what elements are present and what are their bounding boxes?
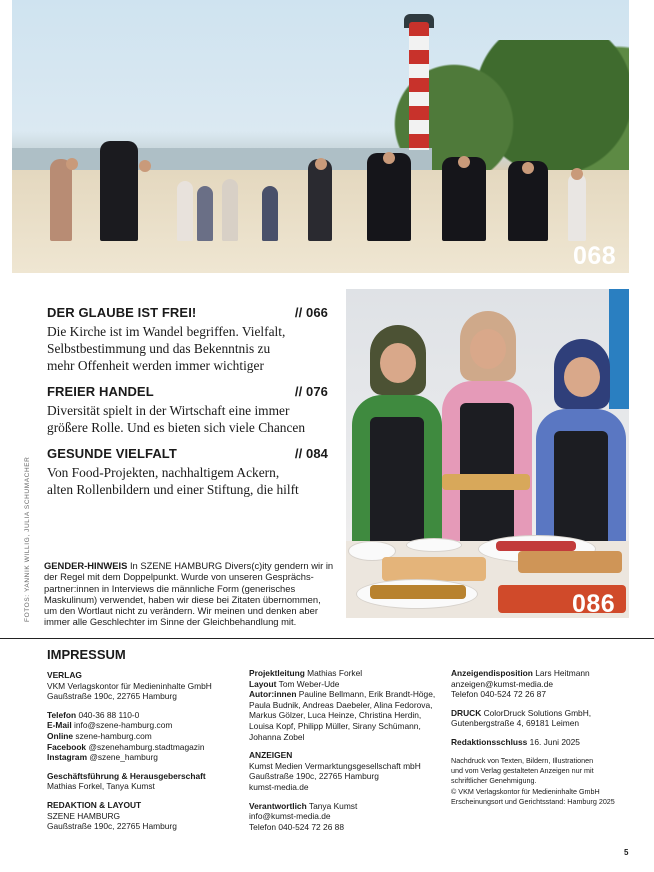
text-line: Telefon 040-524 72 26 87 — [451, 689, 546, 700]
email-link[interactable]: info@kumst-media.de — [249, 811, 331, 822]
instagram-handle[interactable]: @szene_hamburg — [89, 752, 158, 763]
website-link[interactable]: kumst-media.de — [249, 781, 309, 792]
teaser-text-line: Die Kirche ist im Wandel begriffen. Vielfalt, — [47, 324, 286, 339]
phone-number: 040-36 88 110-0 — [78, 709, 140, 720]
lighthouse — [409, 22, 429, 150]
head — [139, 160, 151, 172]
beach-service-photo — [12, 0, 629, 273]
head — [522, 162, 534, 174]
food — [370, 585, 466, 599]
teaser-text-line: Diversität spielt in der Wirtschaft eine immer — [47, 403, 290, 418]
gender-note — [44, 560, 336, 628]
text-line: VKM Verlagskontor für Medieninhalte GmbH — [47, 680, 212, 691]
teaser-text-line: Selbstbestimmung und das Bekenntnis zu — [47, 341, 271, 356]
label: Facebook — [47, 741, 87, 752]
text-line: Markus Gölzer, Luca Heinze, Christina Herdin, — [249, 710, 422, 721]
website-link[interactable]: szene-hamburg.com — [75, 730, 152, 741]
text-value: ColorDruck Solutions GmbH, — [483, 707, 592, 718]
email-link[interactable]: info@szene-hamburg.com — [74, 720, 173, 731]
label: DRUCK — [451, 707, 482, 718]
head — [383, 152, 395, 164]
article-teaser[interactable] — [47, 446, 328, 498]
gender-note-line: immer alle Geschlechter im Sinne der Gleichbehandlung mit. — [44, 616, 297, 628]
food-tray — [518, 551, 622, 573]
food — [496, 541, 576, 551]
text-line: SZENE HAMBURG — [47, 810, 121, 821]
text-line: Gaußstraße 190c, 22765 Hamburg — [249, 771, 379, 782]
label: Telefon — [47, 709, 77, 720]
gender-note-line: der Regel mit dem Doppelpunkt. Wurde von unseren Gesprächs- — [44, 571, 314, 583]
text-line: Paula Budnik, Andreas Daebeler, Alina Fedorova, — [249, 699, 433, 710]
page-reference-badge: 086 — [572, 590, 616, 618]
label: VERLAG — [47, 670, 82, 680]
label: Online — [47, 730, 74, 741]
impressum-column-team — [249, 668, 439, 840]
legal-line: schriftlicher Genehmigung. — [451, 776, 537, 786]
teaser-text-line: größere Rolle. Und es bieten sich viele Chancen — [47, 420, 306, 435]
teaser-text-line: alten Rollenbildern und einer Stiftung, die hilft — [47, 482, 299, 497]
gender-note-label: GENDER-HINWEIS — [44, 560, 128, 571]
legal-line: © VKM Verlagskontor für Medieninhalte GmbH — [451, 786, 600, 796]
text-line: Telefon 040-524 72 26 88 — [249, 821, 344, 832]
text-value: Tanya Kumst — [308, 800, 358, 811]
person — [197, 186, 213, 241]
legal-line: Erscheinungsort und Gerichtsstand: Hamburg 2025 — [451, 797, 615, 807]
gender-note-line: Maskulinum) verwendet, haben wir diese bei Zitaten übernommen, — [44, 593, 321, 605]
page-number: 5 — [624, 848, 629, 857]
page-reference-badge: 068 — [573, 242, 617, 270]
person — [262, 186, 278, 241]
woman — [352, 325, 442, 565]
label: REDAKTION & LAYOUT — [47, 799, 142, 810]
label: Verantwortlich — [249, 800, 307, 811]
person — [308, 159, 332, 241]
pastor — [367, 153, 411, 241]
facebook-handle[interactable]: @szenehamburg.stadtmagazin — [88, 741, 205, 752]
head — [571, 168, 583, 180]
impressum-title: IMPRESSUM — [47, 647, 126, 662]
photo-credit: FOTOS: YANNIK WILLIG, JULIA SCHUMACHER — [24, 456, 31, 622]
text-value: Pauline Bellmann, Erik Brandt-Höge, — [298, 689, 436, 700]
pastor — [100, 141, 138, 241]
teaser-title: DER GLAUBE IST FREI! — [47, 305, 197, 320]
text-value: 16. Juni 2025 — [529, 736, 580, 747]
impressum-column-publisher — [47, 670, 237, 840]
food-tray — [442, 474, 530, 490]
text-line: Louisa Kopf, Philipp Müller, Sirany Schümann, — [249, 720, 421, 731]
legal-line: Nachdruck von Texten, Bildern, Illustrationen — [451, 755, 594, 765]
gender-note-line: partner:innen in Interviews die männliche Form (generisches — [44, 582, 296, 594]
gender-note-line: um den Wortlaut nicht zu verändern. Wir meinen und denken aber — [44, 605, 318, 617]
email-link[interactable]: anzeigen@kumst-media.de — [451, 678, 554, 689]
section-divider — [0, 638, 654, 639]
label: Instagram — [47, 752, 88, 763]
label: Geschäftsführung & Herausgeberschaft — [47, 770, 206, 781]
article-teaser[interactable] — [47, 305, 328, 374]
text-value: Lars Heitmann — [535, 668, 590, 678]
gender-note-line: In SZENE HAMBURG Divers(c)ity gendern wir in — [129, 560, 334, 571]
impressum-column-ads-print — [451, 668, 631, 808]
teaser-title: FREIER HANDEL — [47, 384, 154, 399]
woman — [442, 311, 532, 551]
teaser-title: GESUNDE VIELFALT — [47, 446, 177, 461]
teaser-page-ref: // 084 — [294, 446, 328, 461]
person — [568, 173, 586, 241]
label: E-Mail — [47, 720, 72, 731]
text-line: Johanna Zobel — [249, 731, 305, 742]
legal-line: und vom Verlag gestalteten Anzeigen nur mit — [451, 765, 594, 775]
head — [66, 158, 78, 170]
label: Anzeigendisposition — [451, 668, 533, 678]
person — [177, 181, 193, 241]
food-project-photo — [346, 289, 629, 618]
article-teaser[interactable] — [47, 384, 328, 436]
label: ANZEIGEN — [249, 750, 293, 761]
text-line: Mathias Forkel, Tanya Kumst — [47, 781, 155, 792]
text-line: Kumst Medien Vermarktungsgesellschaft mbH — [249, 760, 421, 771]
pastor — [442, 157, 486, 241]
text-value: Tom Weber-Ude — [278, 678, 340, 689]
head — [315, 158, 327, 170]
person — [50, 159, 72, 241]
label: Autor:innen — [249, 689, 297, 700]
label: Redaktionsschluss — [451, 736, 528, 747]
text-value: Mathias Forkel — [307, 668, 363, 678]
teaser-page-ref: // 076 — [294, 384, 328, 399]
label: Layout — [249, 678, 277, 689]
teaser-text-line: Von Food-Projekten, nachhaltigem Ackern, — [47, 465, 280, 480]
text-line: Gaußstraße 190c, 22765 Hamburg — [47, 821, 177, 832]
text-line: Gutenbergstraße 4, 69181 Leimen — [451, 718, 580, 729]
label: Projektleitung — [249, 668, 305, 678]
head — [458, 156, 470, 168]
text-line: Gaußstraße 190c, 22765 Hamburg — [47, 691, 177, 702]
person — [222, 179, 238, 241]
teaser-page-ref: // 066 — [294, 305, 328, 320]
plate — [406, 538, 462, 552]
teaser-text-line: mehr Offenheit werden immer wichtiger — [47, 358, 264, 373]
food-tray — [382, 557, 486, 581]
